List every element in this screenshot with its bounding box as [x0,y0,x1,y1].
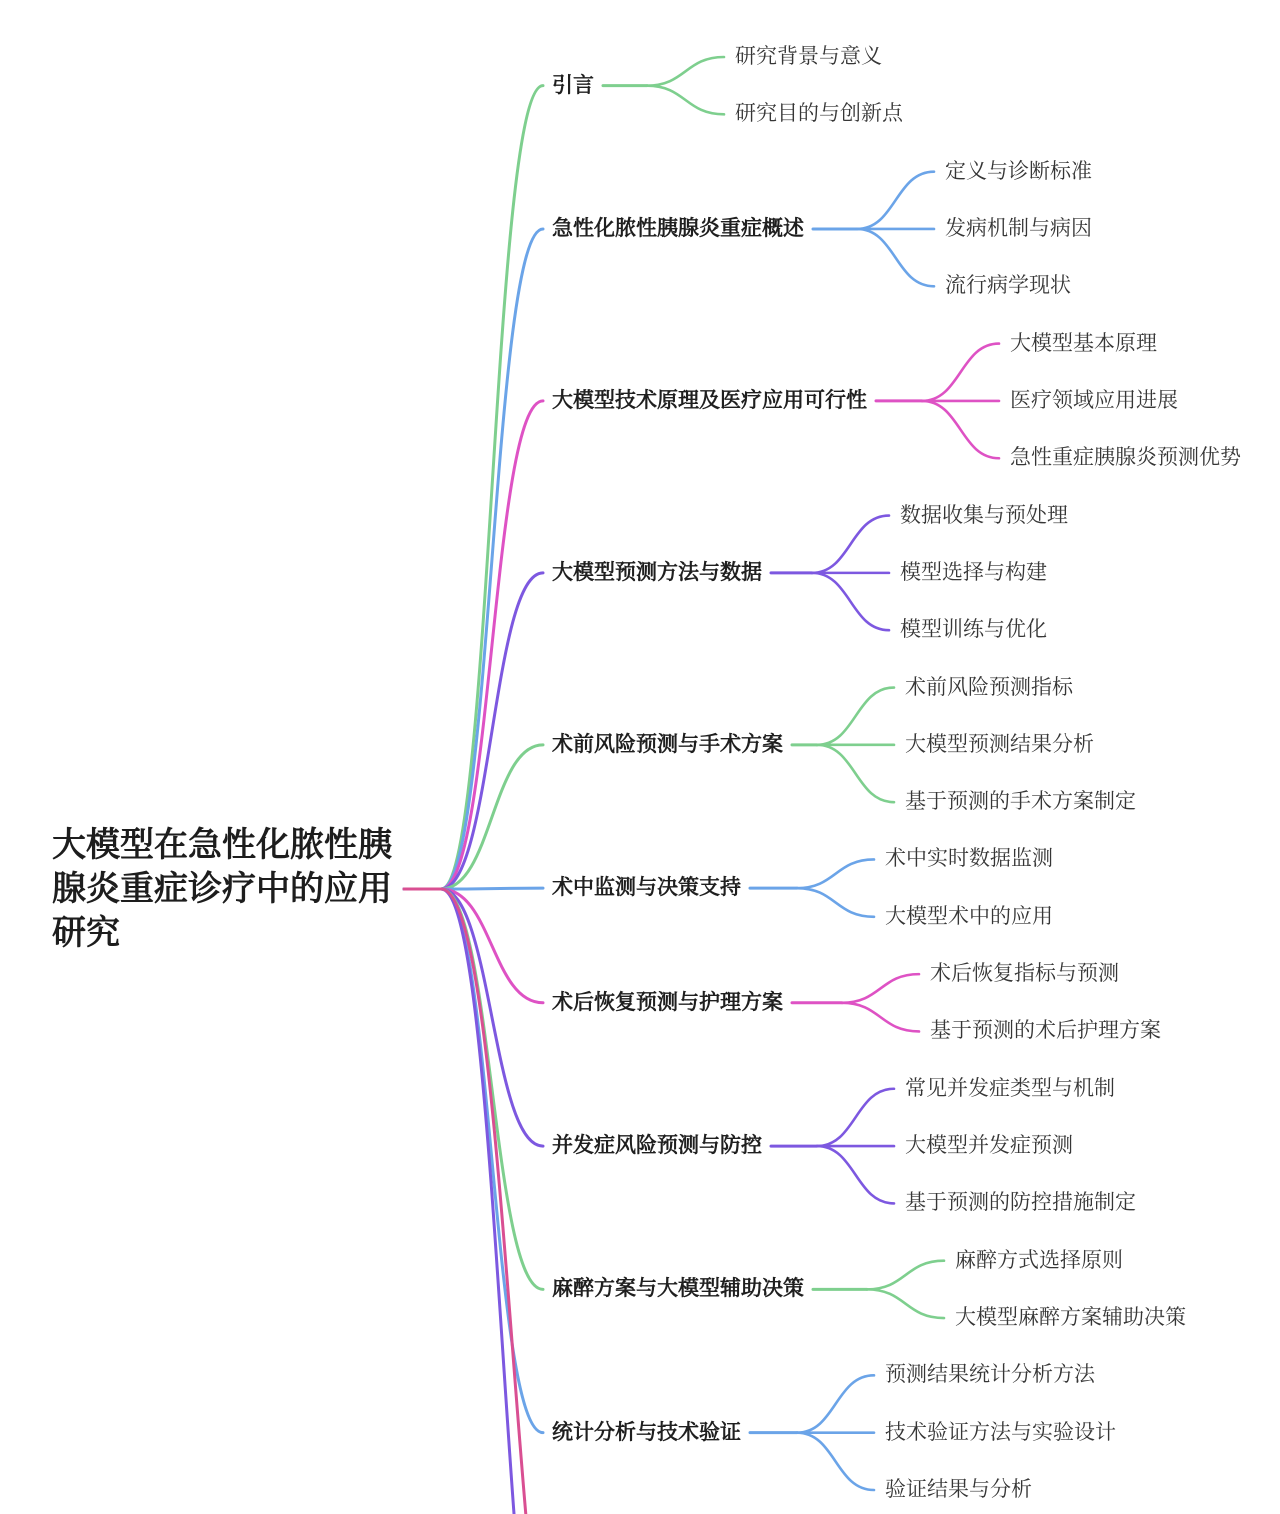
child-node[interactable]: 医疗领域应用进展 [1010,388,1178,412]
branch-node[interactable]: 引言 [552,73,594,97]
child-node[interactable]: 大模型麻醉方案辅助决策 [955,1306,1186,1330]
child-node[interactable]: 急性重症胰腺炎预测优势 [1010,446,1241,470]
child-node[interactable]: 定义与诊断标准 [945,159,1092,183]
root-node[interactable]: 大模型在急性化脓性胰腺炎重症诊疗中的应用研究 [52,826,392,952]
child-node[interactable]: 术后恢复指标与预测 [930,962,1119,986]
child-node[interactable]: 流行病学现状 [945,274,1071,298]
branch-node[interactable]: 术前风险预测与手术方案 [552,732,783,756]
child-node[interactable]: 数据收集与预处理 [900,503,1068,527]
branch-node[interactable]: 大模型技术原理及医疗应用可行性 [552,388,867,412]
child-node[interactable]: 基于预测的防控措施制定 [905,1191,1136,1215]
child-node[interactable]: 大模型基本原理 [1010,331,1157,355]
child-node[interactable]: 常见并发症类型与机制 [905,1076,1115,1100]
child-node[interactable]: 研究目的与创新点 [735,102,903,126]
child-node[interactable]: 基于预测的术后护理方案 [930,1019,1161,1043]
branch-node[interactable]: 术中监测与决策支持 [552,876,741,900]
child-node[interactable]: 麻醉方式选择原则 [955,1248,1123,1272]
child-node[interactable]: 预测结果统计分析方法 [885,1363,1095,1387]
child-node[interactable]: 技术验证方法与实验设计 [885,1420,1116,1444]
child-node[interactable]: 研究背景与意义 [735,45,882,68]
branch-node[interactable]: 大模型预测方法与数据 [552,560,762,584]
child-node[interactable]: 验证结果与分析 [885,1478,1032,1501]
branch-node[interactable]: 麻醉方案与大模型辅助决策 [552,1277,804,1301]
child-node[interactable]: 模型选择与构建 [900,560,1047,584]
child-node[interactable]: 术中实时数据监测 [885,847,1053,871]
child-node[interactable]: 大模型并发症预测 [905,1134,1073,1158]
child-node[interactable]: 发病机制与病因 [945,216,1092,240]
child-node[interactable]: 基于预测的手术方案制定 [905,790,1136,814]
branch-node[interactable]: 术后恢复预测与护理方案 [552,990,783,1014]
child-node[interactable]: 模型训练与优化 [900,618,1047,642]
child-node[interactable]: 大模型术中的应用 [885,904,1053,928]
branch-node[interactable]: 急性化脓性胰腺炎重症概述 [552,216,804,240]
child-node[interactable]: 大模型预测结果分析 [905,732,1094,756]
child-node[interactable]: 术前风险预测指标 [905,675,1073,699]
branch-node[interactable]: 并发症风险预测与防控 [552,1134,762,1158]
branch-node[interactable]: 统计分析与技术验证 [552,1420,741,1444]
